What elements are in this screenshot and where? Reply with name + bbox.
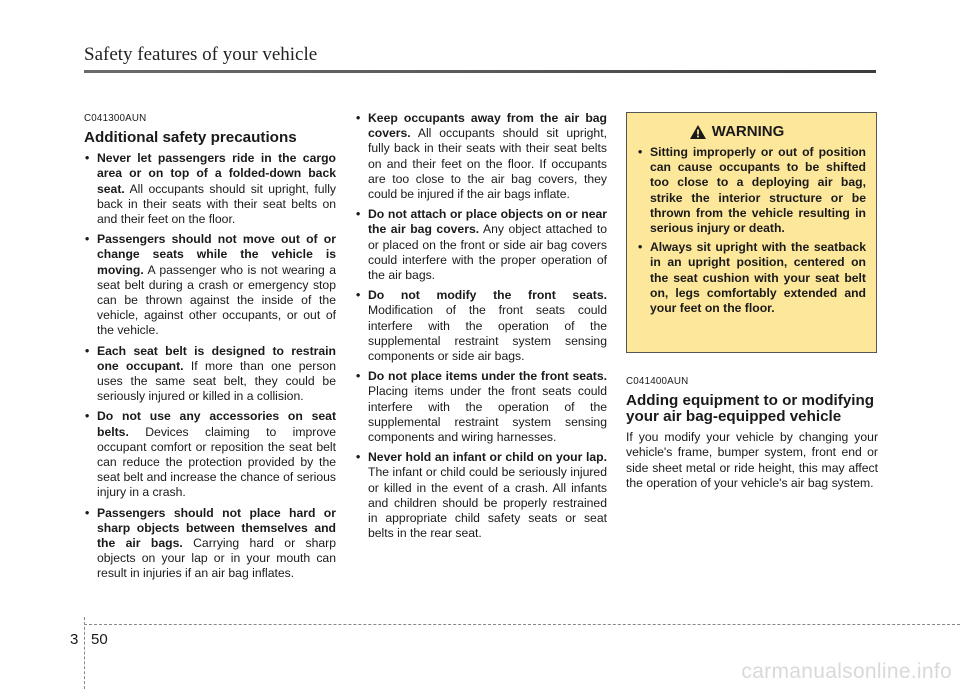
warning-triangle-icon	[689, 124, 707, 140]
list-item	[355, 288, 607, 364]
item-text: If more than one person uses the same seat belt, they could be seriously injured or killed in a collision.	[97, 358, 336, 404]
item-text: All occupants should sit upright, fully back in their seats with their seat belts on and their feet on the floor. If occupants are too close to the air bag covers, they could be injured if the air bags inflate.	[368, 126, 607, 202]
chapter-number: 3	[70, 631, 79, 648]
header-rule	[84, 70, 876, 73]
list-item	[355, 111, 607, 202]
item-bold: Do not attach or place objects on or near the air bag covers.	[368, 207, 607, 237]
section-code: C041400AUN	[626, 376, 689, 387]
warning-item: • Sitting improperly or out of position can cause occupants to be shifted too close to a deploying air bag, strike the interior structure or be thrown from the vehicle resulting in serious injury or death.	[637, 145, 866, 236]
page-number: 50	[91, 631, 108, 648]
page-header-title: Safety features of your vehicle	[84, 44, 318, 65]
item-text: Placing items under the front seats could interfere with the operation of the supplemental restraint system sensing components and wiring harnesses.	[368, 384, 607, 445]
footer-rule-horizontal	[84, 624, 960, 625]
item-bold: Keep occupants away from the air bag covers.	[368, 111, 607, 141]
list-item	[355, 369, 607, 445]
item-bold: Do not place items under the front seats.	[368, 369, 607, 384]
warning-item: • Always sit upright with the seatback in an upright position, centered on the seat cushion with your seat belt on, legs comfortably extended and your feet on the floor.	[637, 240, 866, 316]
item-text: Modification of the front seats could interfere with the operation of the supplemental restraint system sensing components or side air bags.	[368, 303, 607, 364]
watermark: carmanualsonline.info	[741, 660, 952, 683]
list-item	[355, 450, 607, 541]
precautions-list-continued	[355, 111, 607, 541]
list-item	[355, 207, 607, 283]
item-bold: Passengers should not move out of or change seats while the vehicle is moving.	[97, 232, 336, 277]
item-bold: Each seat belt is designed to restrain one occupant.	[97, 343, 336, 373]
item-text: A passenger who is not wearing a seat belt during a crash or emergency stop can be thrown against the inside of the vehicle, against other occupants, or out of the vehicle.	[97, 262, 336, 338]
warning-box	[626, 112, 877, 353]
warning-title-text: WARNING	[711, 123, 785, 140]
list-item	[84, 344, 336, 405]
item-text: Any object attached to or placed on the front or side air bag covers could interfere with the proper operation of the air bags.	[368, 222, 607, 283]
warning-title	[607, 123, 866, 140]
column-3	[626, 374, 878, 491]
item-bold: Passengers should not place hard or sharp objects between themselves and the air bags.	[97, 505, 336, 551]
column-1	[84, 111, 336, 587]
item-bold: Do not use any accessories on seat belts.	[97, 409, 336, 439]
item-text: The infant or child could be seriously injured or killed in the event of a crash. All infants and children should be properly restrained in appropriate child safety seats or seat belts in the rear seat.	[368, 465, 607, 541]
footer-rule-vertical	[84, 617, 85, 689]
section-heading: Adding equipment to or modifying your air bag-equipped vehicle	[626, 392, 875, 426]
list-item	[84, 506, 336, 582]
warning-list	[637, 145, 866, 316]
column-2	[355, 111, 607, 546]
section-heading: Additional safety precautions	[84, 129, 297, 147]
item-text: Carrying hard or sharp objects on your lap or in your mouth can result in injuries if an air bag inflates.	[97, 536, 336, 581]
section-code: C041300AUN	[84, 113, 147, 124]
item-text: Devices claiming to improve occupant comfort or reposition the seat belt can reduce the protection provided by the seat belt and increase the chance of serious injury in a crash.	[97, 424, 336, 500]
item-text: All occupants should sit upright, fully back in their seats with their seat belts on and their feet on the floor.	[97, 181, 336, 227]
section-paragraph: If you modify your vehicle by changing your vehicle's frame, bumper system, front end or side sheet metal or ride height, this may affect the operation of your vehicle's air bag system.	[626, 430, 878, 490]
list-item	[84, 232, 336, 338]
item-bold: Never let passengers ride in the cargo area or on top of a folded-down back seat.	[97, 151, 336, 196]
precautions-list	[84, 151, 336, 581]
item-bold: Never hold an infant or child on your lap.	[368, 450, 607, 465]
list-item	[84, 151, 336, 227]
item-bold: Do not modify the front seats.	[368, 288, 607, 303]
list-item	[84, 409, 336, 500]
